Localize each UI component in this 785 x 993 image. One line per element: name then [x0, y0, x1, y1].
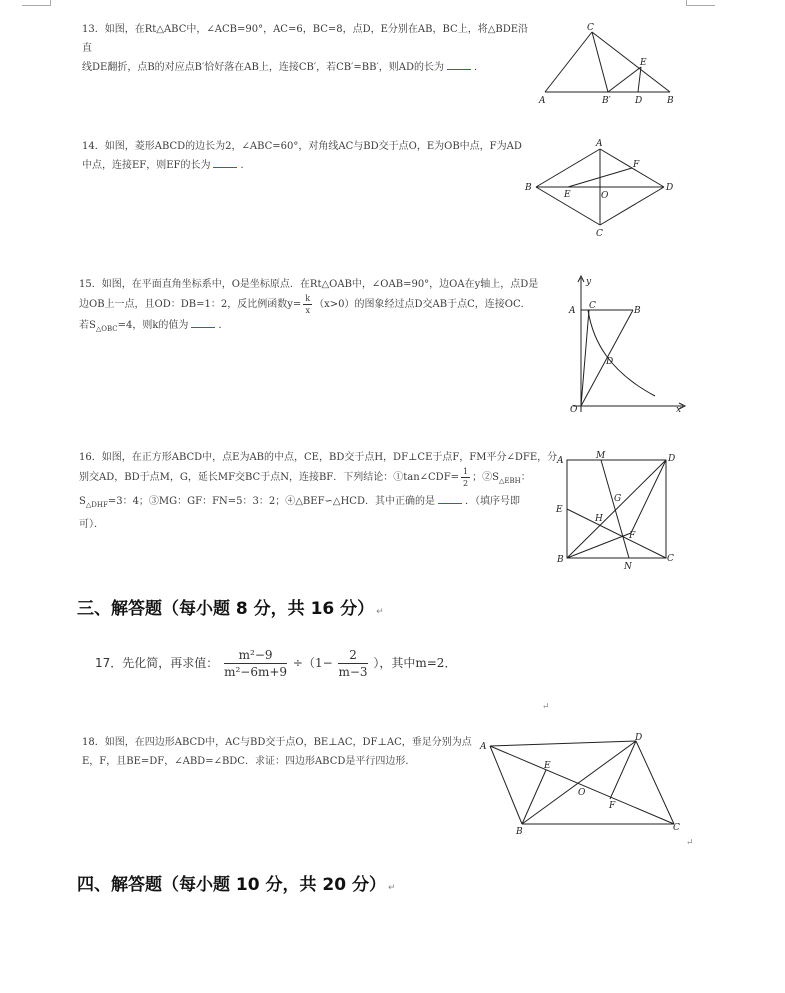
q15-period: ．: [218, 320, 229, 331]
q16-line3-rest: =3：4；③MG：GF：FN=5：3：2；④△BEF∽△HCD．其中正确的是: [107, 496, 435, 507]
q13-line2-text: 线DE翻折，点B的对应点B′恰好落在AB上，连接CB′，若CB′=BB′，则AD的长为: [82, 62, 444, 73]
q15-line3-text: 若S: [79, 320, 96, 331]
q14-line1: 14．如图，菱形ABCD的边长为2，∠ABC=60°，对角线AC与BD交于点O，E为OB中点，F为AD: [82, 141, 522, 152]
fig14-label-C: C: [596, 229, 603, 239]
fig16-label-F: F: [629, 531, 636, 541]
q14-line2: [82, 156, 522, 175]
fig15-label-A: A: [569, 306, 576, 316]
q16-area-sub-1: △EBH: [498, 477, 521, 485]
q15-frac-den: x: [305, 306, 310, 315]
q13-line1: 13．如图，在Rt△ABC中，∠ACB=90°，AC=6，BC=8，点D，E分别在AB，BC上，将△BDE沿直: [82, 24, 529, 54]
question-17: [95, 648, 456, 679]
fig16-label-A: A: [557, 456, 564, 466]
fig16-label-E: E: [556, 505, 563, 515]
fig18-label-C: C: [673, 823, 680, 833]
q15-frac-num: k: [305, 294, 311, 303]
q16-frac-den: 2: [463, 479, 469, 488]
fig14-label-E: E: [564, 190, 571, 200]
question-18: [82, 733, 492, 771]
figure-16: [553, 448, 683, 573]
q15-line2-text: 边OB上一点，且OD：DB=1：2，反比例函数y=: [79, 299, 302, 310]
q16-line2-end: ：: [520, 472, 531, 483]
q16-line2: [79, 467, 559, 492]
q15-line2-rest: （x>0）的图象经过点D交AB于点C，连接OC．: [314, 299, 531, 310]
q16-frac-num: 1: [463, 467, 469, 476]
q16-line2-text: 别交AD，BD于点M，G，延长MF交BC于点N，连接BF．下列结论：①tan∠CDF=: [79, 472, 460, 483]
q15-line3-rest: =4，则k的值为: [117, 320, 189, 331]
q16-area-sub-2: △DHF: [85, 501, 108, 509]
q17-operator: ÷（1−: [292, 656, 333, 670]
fig16-label-H: H: [595, 514, 603, 524]
section-3-heading: [77, 594, 384, 619]
fig13-label-D: D: [635, 96, 643, 106]
q16-line2-mid: ；②S: [472, 472, 499, 483]
q17-inner-fraction: [338, 648, 367, 679]
q14-line2-text: 中点，连接EF，则EF的长为: [82, 160, 211, 171]
q17-prefix: 17．先化简，再求值：: [95, 656, 219, 670]
fig16-label-M: M: [596, 451, 606, 461]
fig14-label-O: O: [601, 191, 609, 201]
answer-blank-14[interactable]: [213, 157, 237, 168]
fig15-label-B: B: [634, 306, 641, 316]
fig14-label-A: A: [596, 139, 603, 149]
q16-fraction: [461, 467, 470, 488]
fig13-label-B: B: [667, 96, 674, 106]
q16-line3-end: ．（填序号即: [464, 496, 520, 507]
answer-blank-15[interactable]: [191, 317, 215, 328]
figure-15: [555, 272, 690, 417]
answer-blank-13[interactable]: [447, 59, 471, 70]
paragraph-mark: ↵: [376, 607, 384, 617]
section-4-heading: [77, 870, 396, 895]
q17-numerator: m²−9: [224, 648, 287, 664]
q17-inner-numerator: 2: [338, 648, 367, 664]
q16-line3: [79, 492, 559, 515]
figure-13: [535, 20, 685, 110]
fig18-label-O: O: [578, 788, 586, 798]
question-13: [82, 20, 532, 77]
q16-line4: 可）．: [79, 519, 104, 530]
fig18-label-D: D: [635, 733, 643, 743]
section-3-title: 三、解答题（每小题 8 分，共 16 分）: [77, 599, 375, 619]
q15-line3: [79, 316, 559, 339]
q15-line2: [79, 294, 559, 316]
fig13-label-C: C: [587, 23, 594, 33]
fig13-label-Bprime: B′: [602, 96, 611, 106]
q17-inner-denominator: m−3: [338, 665, 368, 679]
q15-fraction: [303, 294, 312, 315]
q18-line1: 18．如图，在四边形ABCD中，AC与BD交于点O，BE⊥AC，DF⊥AC，垂足分别为点: [82, 737, 472, 748]
page-corner-mark-right: [686, 0, 715, 6]
fig16-label-B: B: [557, 555, 564, 565]
fig18-label-F: F: [609, 801, 616, 811]
fig16-label-G: G: [614, 494, 622, 504]
q13-line2: [82, 58, 532, 77]
question-14: [82, 137, 522, 175]
fig15-label-O: O: [570, 405, 578, 415]
figure-14: [522, 137, 682, 242]
q16-line1: 16．如图，在正方形ABCD中，点E为AB的中点，CE，BD交于点H，DF⊥CE于点F，FM平分∠DFE，分: [79, 452, 558, 463]
q17-main-fraction: [224, 648, 287, 679]
q14-period: ．: [240, 160, 251, 171]
fig14-label-D: D: [666, 183, 674, 193]
fig14-label-F: F: [633, 160, 640, 170]
q13-period: ．: [473, 62, 484, 73]
question-16: [79, 448, 559, 534]
answer-blank-16[interactable]: [438, 493, 462, 504]
fig16-label-N: N: [624, 562, 632, 572]
fig15-label-y: y: [586, 277, 592, 287]
q17-denominator: m²−6m+9: [224, 665, 288, 679]
q18-paragraph-mark: ↵: [686, 838, 694, 848]
q18-line2: E，F，且BE=DF，∠ABD=∠BDC．求证：四边形ABCD是平行四边形．: [82, 756, 416, 767]
fig15-label-D: D: [606, 357, 614, 367]
question-15: [79, 275, 559, 339]
fig15-label-x: x: [676, 405, 682, 415]
fig13-label-E: E: [640, 58, 647, 68]
fig13-label-A: A: [539, 96, 546, 106]
q17-suffix: ），其中m=2．: [373, 656, 457, 670]
q15-area-sub: △OBC: [95, 325, 118, 333]
q16-line3-text: S: [79, 496, 86, 507]
fig18-label-A: A: [480, 742, 487, 752]
paragraph-mark: ↵: [388, 883, 396, 893]
fig18-label-B: B: [516, 827, 523, 837]
q15-line1: 15．如图，在平面直角坐标系中，O是坐标原点．在Rt△OAB中，∠OAB=90°，边OA在y轴上，点D是: [79, 279, 539, 290]
section-4-title: 四、解答题（每小题 10 分，共 20 分）: [77, 875, 386, 895]
fig15-label-C: C: [589, 301, 596, 311]
page-corner-mark-left: [22, 0, 51, 6]
q17-paragraph-mark: ↵: [542, 702, 550, 712]
figure-18: [478, 733, 688, 838]
fig16-label-D: D: [668, 454, 676, 464]
fig18-label-E: E: [544, 761, 551, 771]
fig16-label-C: C: [667, 554, 674, 564]
fig14-label-B: B: [525, 183, 532, 193]
